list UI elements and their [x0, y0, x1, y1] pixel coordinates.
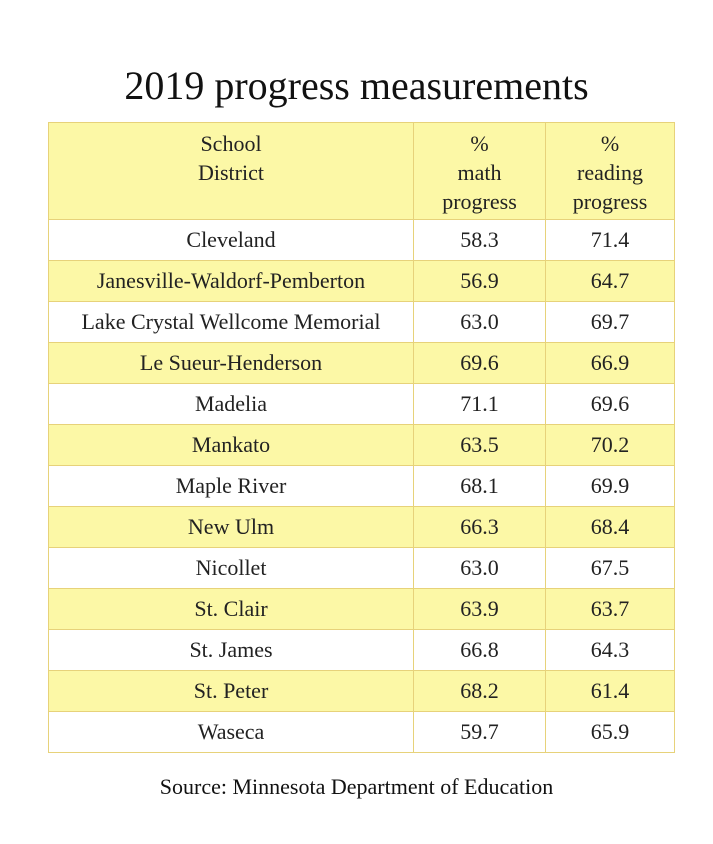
table-row: [49, 507, 675, 548]
reading-cell: 64.7: [546, 261, 675, 302]
district-cell: St. Clair: [49, 589, 414, 630]
math-cell: 66.3: [414, 507, 546, 548]
header-text: math: [457, 160, 502, 185]
progress-table: [48, 122, 675, 753]
reading-cell: 66.9: [546, 343, 675, 384]
district-cell: St. James: [49, 630, 414, 671]
reading-cell: 69.6: [546, 384, 675, 425]
district-cell: St. Peter: [49, 671, 414, 712]
reading-cell: 61.4: [546, 671, 675, 712]
math-cell: 69.6: [414, 343, 546, 384]
source-note: Source: Minnesota Department of Education: [159, 774, 554, 799]
reading-cell: 70.2: [546, 425, 675, 466]
table-row: [49, 548, 675, 589]
math-cell: 71.1: [414, 384, 546, 425]
reading-cell: 64.3: [546, 630, 675, 671]
page-title: 2019 progress measurements: [124, 63, 589, 108]
table-row: [49, 466, 675, 507]
math-cell: 68.1: [414, 466, 546, 507]
district-cell: Nicollet: [49, 548, 414, 589]
header-text: School: [200, 131, 262, 156]
math-cell: 59.7: [414, 712, 546, 753]
header-text: %: [600, 131, 620, 156]
reading-cell: 69.7: [546, 302, 675, 343]
math-cell: 63.0: [414, 548, 546, 589]
reading-cell: 67.5: [546, 548, 675, 589]
district-cell: Cleveland: [49, 220, 414, 261]
table-row: [49, 425, 675, 466]
header-reading-progress: [546, 123, 675, 220]
math-cell: 68.2: [414, 671, 546, 712]
header-text: District: [198, 160, 264, 185]
reading-cell: 63.7: [546, 589, 675, 630]
table-row: [49, 220, 675, 261]
math-cell: 66.8: [414, 630, 546, 671]
table-row: [49, 343, 675, 384]
header-text: reading: [577, 160, 643, 185]
reading-cell: 71.4: [546, 220, 675, 261]
reading-cell: 68.4: [546, 507, 675, 548]
math-cell: 63.0: [414, 302, 546, 343]
header-school-district: [49, 123, 414, 220]
table-row: [49, 712, 675, 753]
reading-cell: 65.9: [546, 712, 675, 753]
table-row: [49, 671, 675, 712]
table-row: [49, 589, 675, 630]
header-math-progress: [414, 123, 546, 220]
table-row: [49, 630, 675, 671]
header-text: %: [470, 131, 489, 156]
header-text: progress: [572, 189, 648, 214]
header-row: [49, 123, 675, 220]
header-text: progress: [442, 189, 517, 214]
math-cell: 58.3: [414, 220, 546, 261]
district-cell: Lake Crystal Wellcome Memorial: [49, 302, 414, 343]
district-cell: Waseca: [49, 712, 414, 753]
math-cell: 63.5: [414, 425, 546, 466]
reading-cell: 69.9: [546, 466, 675, 507]
district-cell: New Ulm: [49, 507, 414, 548]
district-cell: Maple River: [49, 466, 414, 507]
district-cell: Mankato: [49, 425, 414, 466]
table-row: [49, 302, 675, 343]
district-cell: Le Sueur-Henderson: [49, 343, 414, 384]
table-row: [49, 384, 675, 425]
math-cell: 56.9: [414, 261, 546, 302]
district-cell: Janesville-Waldorf-Pemberton: [49, 261, 414, 302]
district-cell: Madelia: [49, 384, 414, 425]
math-cell: 63.9: [414, 589, 546, 630]
table-row: [49, 261, 675, 302]
